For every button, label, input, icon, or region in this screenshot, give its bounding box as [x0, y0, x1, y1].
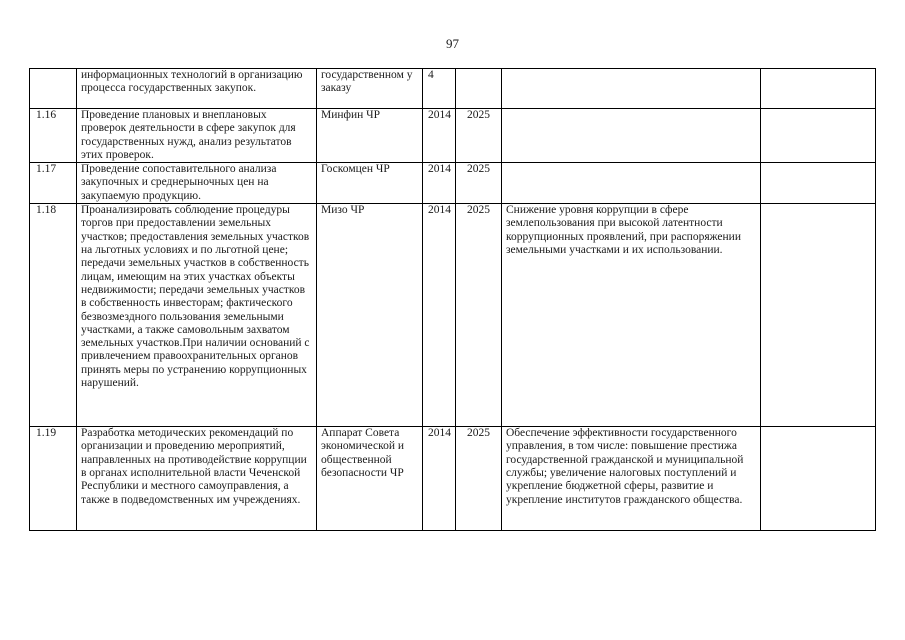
table-row — [30, 69, 876, 109]
note-cell — [761, 427, 876, 531]
action-cell: Разработка методических рекомендаций по организации и проведению мероприятий, направленных на противодействие коррупции в органах исполнительной власти Чеченской Республики и местного самоуправления, а также в подведомственных им учреждениях. — [77, 427, 317, 531]
page-number: 97 — [446, 36, 459, 51]
start-year-cell: 4 — [423, 69, 456, 109]
result-cell: Снижение уровня коррупции в сфере землепользования при высокой латентности коррупционных проявлений, при распоряжении земельными участками и их использовании. — [502, 204, 761, 427]
row-number: 1.19 — [30, 427, 77, 531]
note-cell — [761, 109, 876, 163]
table-row — [30, 427, 876, 531]
note-cell — [761, 163, 876, 204]
result-cell — [502, 109, 761, 163]
end-year-cell: 2025 — [456, 109, 502, 163]
table-row — [30, 163, 876, 204]
row-number: 1.17 — [30, 163, 77, 204]
start-year-cell: 2014 — [423, 204, 456, 427]
action-cell: Проведение сопоставительного анализа закупочных и среднерыночных цен на закупаемую продукцию. — [77, 163, 317, 204]
row-number — [30, 69, 77, 109]
table-row — [30, 204, 876, 427]
executor-cell: Минфин ЧР — [317, 109, 423, 163]
row-number: 1.18 — [30, 204, 77, 427]
result-cell — [502, 163, 761, 204]
executor-cell: Аппарат Совета экономической и общественной безопасности ЧР — [317, 427, 423, 531]
executor-cell: государственном у заказу — [317, 69, 423, 109]
result-cell: Обеспечение эффективности государственного управления, в том числе: повышение престижа государственной гражданской и муниципальной службы; увеличение налоговых поступлений и укрепление бюджетной сферы, развитие и укрепление институтов гражданского общества. — [502, 427, 761, 531]
end-year-cell: 2025 — [456, 427, 502, 531]
start-year-cell: 2014 — [423, 163, 456, 204]
note-cell — [761, 204, 876, 427]
start-year-cell: 2014 — [423, 109, 456, 163]
end-year-cell — [456, 69, 502, 109]
result-cell — [502, 69, 761, 109]
end-year-cell: 2025 — [456, 204, 502, 427]
row-number: 1.16 — [30, 109, 77, 163]
action-cell: информационных технологий в организацию процесса государственных закупок. — [77, 69, 317, 109]
action-cell: Проанализировать соблюдение процедуры торгов при предоставлении земельных участков; предоставления земельных участков на льготных условиях и по льготной цене; передачи земельных участков в собственность лицам, имеющим на этих участках объекты недвижимости; передачи земельных участков в собственность инвесторам; фактического безвозмездного пользования земельными участками, а также самовольным захватом земельных участков.При наличии оснований с привлечением правоохранительных органов принять меры по устранению коррупционных нарушений. — [77, 204, 317, 427]
action-cell: Проведение плановых и внеплановых проверок деятельности в сфере закупок для государственных нужд, анализ результатов этих проверок. — [77, 109, 317, 163]
table-row — [30, 109, 876, 163]
note-cell — [761, 69, 876, 109]
start-year-cell: 2014 — [423, 427, 456, 531]
end-year-cell: 2025 — [456, 163, 502, 204]
action-plan-table — [29, 68, 876, 531]
executor-cell: Госкомцен ЧР — [317, 163, 423, 204]
executor-cell: Мизо ЧР — [317, 204, 423, 427]
